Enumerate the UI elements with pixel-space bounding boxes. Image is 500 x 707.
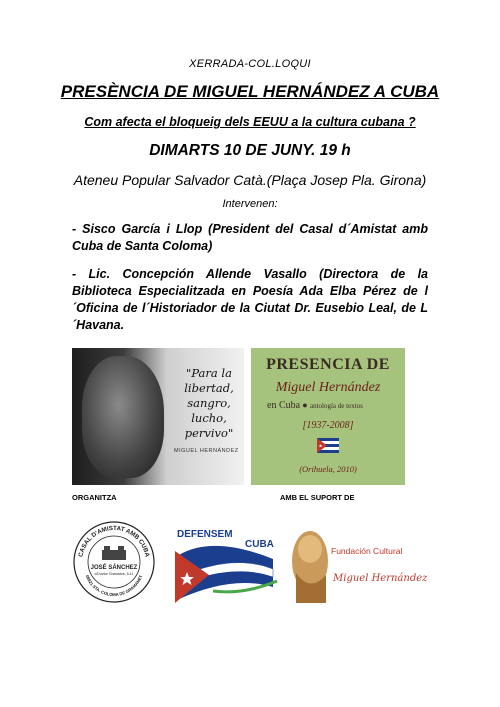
event-date: DIMARTS 10 DE JUNY. 19 h (149, 142, 351, 159)
portrait-quote: "Para la libertad, sangro, lucho, pervivo" (184, 366, 234, 440)
support-label: AMB EL SUPORT DE (280, 493, 355, 502)
svg-text:CUBA: CUBA (245, 539, 274, 550)
portrait-face (82, 356, 164, 478)
svg-text:DEFENSEM: DEFENSEM (177, 529, 233, 540)
defensem-cuba-logo (173, 525, 283, 605)
fundacion-signature: Miguel Hernández (333, 573, 428, 584)
speaker-2: - Lic. Concepción Allende Vasallo (Directora de la Biblioteca Especialitzada en Poesía Ada Elba Pérez de l´Oficina de l´Historiador de la Ciutat Dr. Eusebio Leal, de L´Havana. (72, 267, 428, 332)
portrait-signature: MIGUEL HERNÁNDEZ (174, 448, 239, 454)
book-author: Miguel Hernández (275, 380, 381, 395)
event-title: PRESÈNCIA DE MIGUEL HERNÁNDEZ A CUBA (60, 82, 440, 101)
event-subtitle: Com afecta el bloqueig dels EEUU a la cultura cubana ? (84, 115, 416, 129)
event-kicker: XERRADA-COL.LOQUI (189, 58, 311, 70)
cuba-flag-icon (317, 438, 339, 453)
svg-text:08921 STA. COLOMA DE GRAMANET: 08921 STA. COLOMA DE GRAMANET (84, 574, 144, 598)
svg-text:JOSÉ SÁNCHEZ: JOSÉ SÁNCHEZ (90, 565, 138, 571)
portrait-photo (72, 348, 244, 485)
svg-text:CASAL D'AMISTAT AMB CUBA: CASAL D'AMISTAT AMB CUBA (77, 524, 151, 558)
speaker-1: - Sisco García i Llop (President del Casal d´Amistat amb Cuba de Santa Coloma) (72, 222, 428, 253)
book-subline: en Cuba ● antología de textos (267, 400, 363, 411)
organizer-label: ORGANITZA (72, 493, 117, 502)
book-place: (Orihuela, 2010) (299, 464, 357, 474)
fundacion-name: Fundación Cultural (331, 546, 403, 556)
book-title: PRESENCIA DE (266, 356, 390, 373)
casal-amistat-logo (72, 520, 156, 604)
book-cover (251, 348, 405, 485)
book-years: [1937-2008] (302, 420, 354, 431)
fundacion-cultural-logo (288, 523, 406, 605)
svg-text:c/Doctor Granados, 5-11: c/Doctor Granados, 5-11 (94, 572, 134, 576)
event-venue: Ateneu Popular Salvador Catà.(Plaça Josep Pla. Girona) (73, 172, 427, 188)
speakers-label: Intervenen: (222, 198, 278, 210)
